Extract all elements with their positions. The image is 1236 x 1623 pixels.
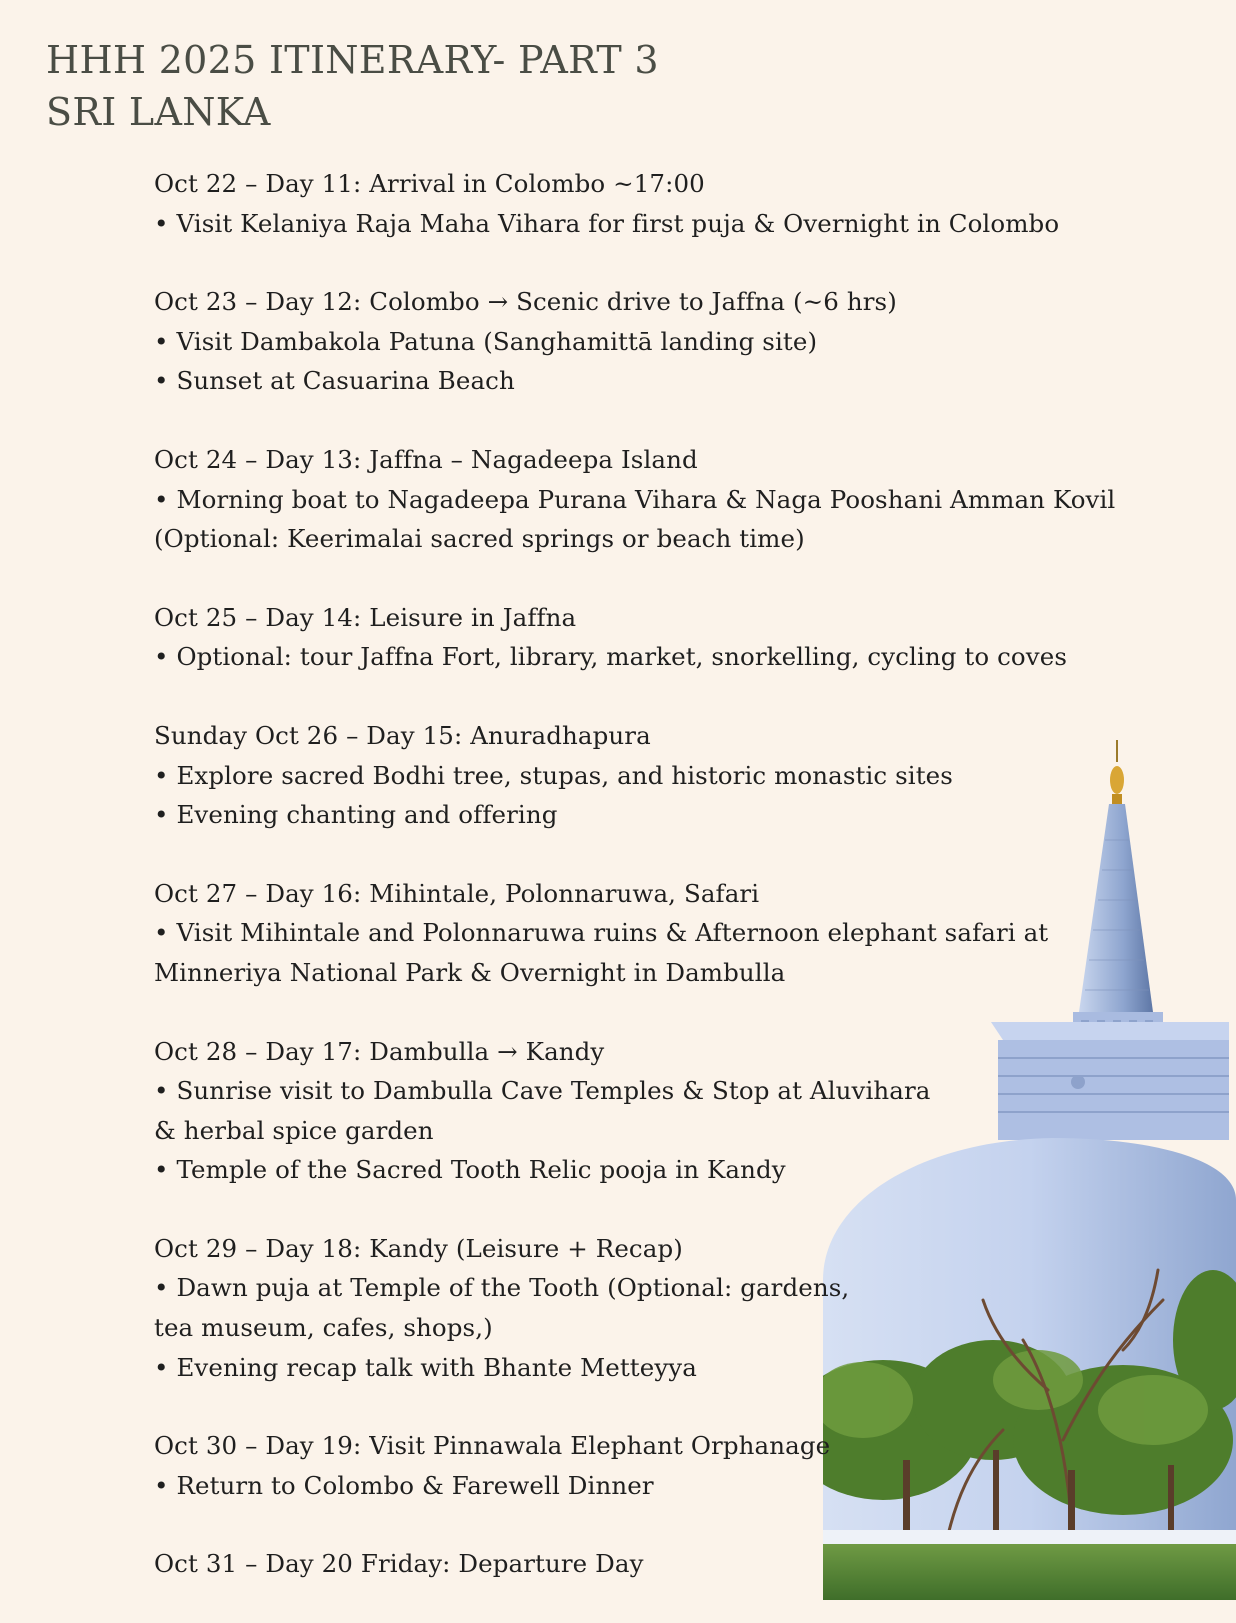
day-detail: • Sunrise visit to Dambulla Cave Temples & Stop at Aluvihara	[154, 1076, 931, 1106]
day-detail: • Visit Mihintale and Polonnaruwa ruins & Afternoon elephant safari at	[154, 918, 1049, 948]
page-title	[46, 34, 659, 138]
day-detail: & herbal spice garden	[154, 1115, 434, 1145]
day-heading: Oct 23 – Day 12: Colombo → Scenic drive to Jaffna (~6 hrs)	[154, 287, 897, 317]
day-entry	[154, 164, 1114, 243]
day-detail: tea museum, cafes, shops,)	[154, 1313, 493, 1343]
day-entry	[154, 716, 1114, 835]
day-entry	[154, 1426, 1114, 1505]
day-entry	[154, 1032, 1114, 1190]
day-entry	[154, 1229, 1114, 1387]
day-heading: Oct 25 – Day 14: Leisure in Jaffna	[154, 602, 577, 632]
day-entry	[154, 598, 1114, 677]
day-detail: • Evening recap talk with Bhante Metteyya	[154, 1352, 697, 1382]
day-detail: • Optional: tour Jaffna Fort, library, market, snorkelling, cycling to coves	[154, 642, 1067, 672]
day-heading: Oct 31 – Day 20 Friday: Departure Day	[154, 1549, 644, 1579]
day-heading: Oct 29 – Day 18: Kandy (Leisure + Recap)	[154, 1233, 683, 1263]
day-entry	[154, 874, 1114, 993]
day-detail: • Dawn puja at Temple of the Tooth (Optional: gardens,	[154, 1273, 850, 1303]
day-detail: • Temple of the Sacred Tooth Relic pooja in Kandy	[154, 1155, 786, 1185]
day-heading: Oct 24 – Day 13: Jaffna – Nagadeepa Island	[154, 444, 698, 474]
day-detail: • Explore sacred Bodhi tree, stupas, and historic monastic sites	[154, 760, 953, 790]
day-entry	[154, 1544, 1114, 1584]
day-heading: Oct 30 – Day 19: Visit Pinnawala Elephant Orphanage	[154, 1431, 831, 1461]
day-detail: • Sunset at Casuarina Beach	[154, 366, 515, 396]
day-detail: Minneriya National Park & Overnight in Dambulla	[154, 957, 786, 987]
day-detail: (Optional: Keerimalai sacred springs or beach time)	[154, 524, 805, 554]
itinerary-list	[154, 164, 1114, 1623]
day-detail: • Visit Kelaniya Raja Maha Vihara for first puja & Overnight in Colombo	[154, 208, 1060, 238]
title-line-1: HHH 2025 ITINERARY- PART 3	[46, 38, 659, 82]
day-entry	[154, 282, 1114, 401]
day-heading: Oct 22 – Day 11: Arrival in Colombo ~17:00	[154, 169, 705, 198]
day-heading: Oct 28 – Day 17: Dambulla → Kandy	[154, 1036, 605, 1066]
day-detail: • Visit Dambakola Patuna (Sanghamittā landing site)	[154, 326, 818, 356]
day-detail: • Evening chanting and offering	[154, 800, 558, 830]
day-entry	[154, 440, 1114, 559]
title-line-2: SRI LANKA	[46, 90, 271, 134]
day-heading: Sunday Oct 26 – Day 15: Anuradhapura	[154, 720, 651, 750]
day-detail: • Morning boat to Nagadeepa Purana Vihara & Naga Pooshani Amman Kovil	[154, 484, 1116, 514]
day-detail: • Return to Colombo & Farewell Dinner	[154, 1470, 654, 1500]
day-heading: Oct 27 – Day 16: Mihintale, Polonnaruwa, Safari	[154, 878, 760, 908]
